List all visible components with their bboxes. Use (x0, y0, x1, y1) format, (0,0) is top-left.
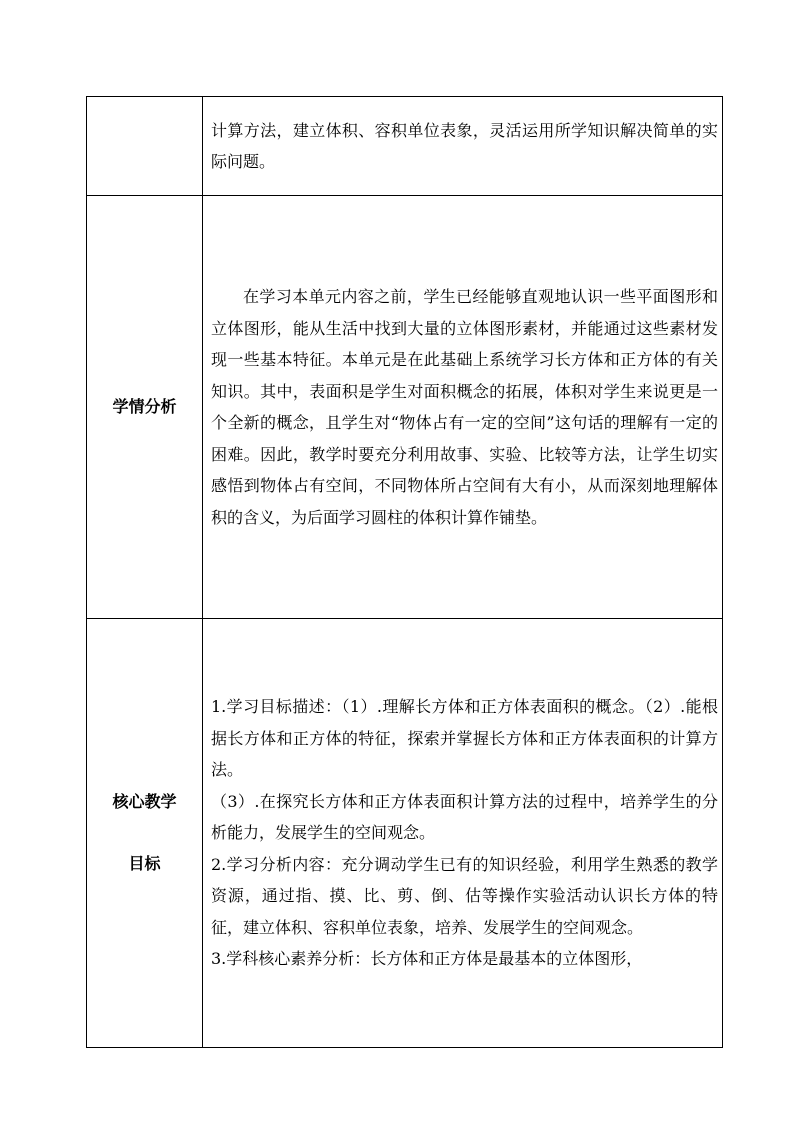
label-line: 核心教学 (112, 792, 177, 811)
paragraph: 3.学科核心素养分析：长方体和正方体是最基本的立体图形， (211, 949, 643, 969)
row-label-learning-analysis: 学情分析 (87, 196, 203, 619)
row-content (203, 196, 723, 619)
paragraph: 计算方法，建立体积、容积单位表象，灵活运用所学知识解决简单的实际问题。 (211, 120, 718, 171)
table-row (87, 97, 723, 196)
row-label-empty (87, 97, 203, 196)
table-row (87, 196, 723, 619)
paragraph: 2.学习分析内容：充分调动学生已有的知识经验，利用学生熟悉的教学资源，通过指、摸、比、剪、倒、估等操作实验活动认识长方体的特征，建立体积、容积单位表象，培养、发展学生的空间观念。 (211, 854, 718, 937)
paragraph: 1.学习目标描述：（1）.理解长方体和正方体表面积的概念。（2）.能根据长方体和正方体的特征，探索并掌握长方体和正方体表面积的计算方法。 (211, 697, 718, 780)
table-row (87, 619, 723, 1048)
paragraph: （3）.在探究长方体和正方体表面积计算方法的过程中，培养学生的分析能力，发展学生的空间观念。 (211, 791, 718, 843)
row-content (203, 619, 723, 1048)
label-line: 目标 (128, 854, 161, 873)
paragraph: 在学习本单元内容之前，学生已经能够直观地认识一些平面图形和立体图形，能从生活中找到大量的立体图形素材，并能通过这些素材发现一些基本特征。本单元是在此基础上系统学习长方体和正方体的有关知识。其中，表面积是学生对面积概念的拓展，体积对学生来说更是一个全新的概念，且学生对“物体占有一定的空间”这句话的理解有一定的困难。因此，教学时要充分利用故事、实验、比较等方法，让学生切实感悟到物体占有空间，不同物体所占空间有大有小，从而深刻地理解体积的含义，为后面学习圆柱的体积计算作铺垫。 (211, 287, 718, 527)
lesson-plan-table (86, 96, 723, 1048)
row-content (203, 97, 723, 196)
row-label-core-objectives (87, 619, 203, 1048)
